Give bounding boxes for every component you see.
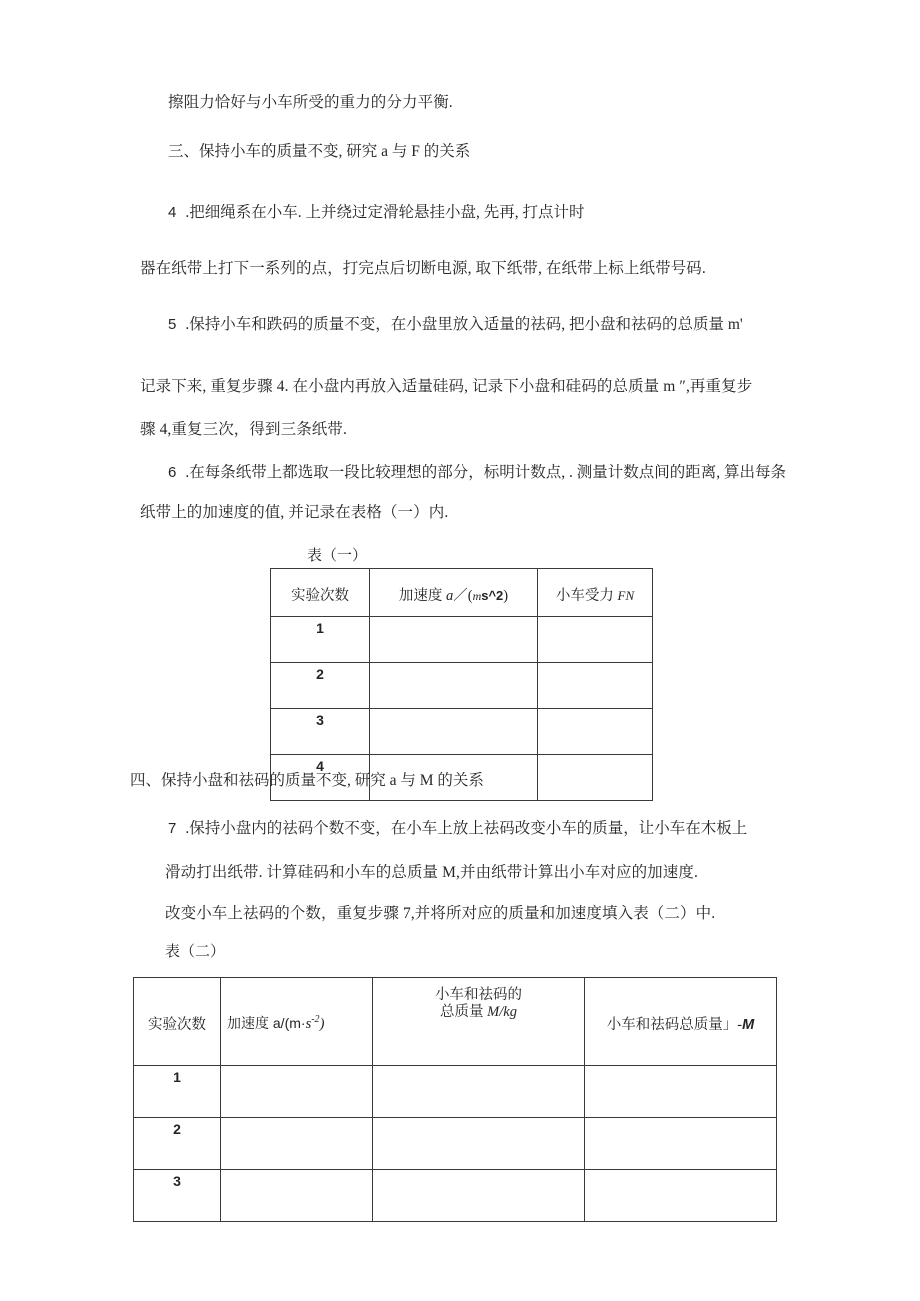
table-two-header-inverse-mass: 小车和祛码总质量」-M [585,978,777,1066]
table-one-cell-trial: 1 [271,617,370,663]
table-two-cell-inverse-mass[interactable] [585,1066,777,1118]
table-two-cell-total-mass[interactable] [373,1170,585,1222]
table-one-cell-force[interactable] [538,709,653,755]
table-two-header-acceleration: 加速度 $a/(m\cdot s^{-2})$ [221,978,373,1066]
table-one-cell-acceleration[interactable] [370,663,538,709]
table-one-header-force: 小车受力 FN [538,569,653,617]
section-heading-four: 四、保持小盘和祛码的质量不变, 研究 a 与 M 的关系 [130,772,484,789]
paragraph-compute-total-mass: 滑动打出纸带. 计算硅码和小车的总质量 M,并由纸带计算出小车对应的加速度. [165,864,698,881]
table-one-cell-force[interactable] [538,663,653,709]
table-one-cell-trial: 2 [271,663,370,709]
step-4-number: 4 [168,204,177,221]
step-6-number: 6 [168,464,177,481]
table-two-cell-inverse-mass[interactable] [585,1170,777,1222]
table-one-header-acceleration: 加速度 a／(ms^2) [370,569,538,617]
paragraph-friction-balance: 擦阻力恰好与小车所受的重力的分力平衡. [168,94,453,111]
step-6 [168,460,786,482]
paragraph-record-table-one: 纸带上的加速度的值, 并记录在表格（一）内. [140,504,449,521]
table-two-cell-trial: 2 [134,1118,221,1170]
step-5-number: 5 [168,316,177,333]
table-row [134,1170,777,1222]
step-6-text: .在每条纸带上都选取一段比较理想的部分，标明计数点, . 测量计数点间的距离, 算出每条 [185,464,786,481]
table-one-cell-force[interactable] [538,617,653,663]
step-7-number: 7 [168,820,177,837]
table-one [270,568,653,801]
table-two-cell-acceleration[interactable] [221,1066,373,1118]
paragraph-three-tapes: 骤 4,重复三次，得到三条纸带. [140,421,347,438]
table-two-cell-acceleration[interactable] [221,1118,373,1170]
table-two-header-trial: 实验次数 [134,978,221,1066]
table-row [134,1118,777,1170]
table-two-cell-inverse-mass[interactable] [585,1118,777,1170]
table-two-header-total-mass-line1: 小车和祛码的 [435,987,522,1003]
paragraph-fill-table-two: 改变小车上祛码的个数，重复步骤 7,并将所对应的质量和加速度填入表（二）中. [165,905,716,922]
table-row [271,617,653,663]
step-5-text: .保持小车和跌码的质量不变，在小盘里放入适量的祛码, 把小盘和祛码的总质量 m' [185,316,743,333]
table-two-cell-trial: 3 [134,1170,221,1222]
table-two [133,977,777,1222]
table-one-cell-trial: 4 [271,755,370,801]
table-one-cell-trial: 3 [271,709,370,755]
paragraph-timer-dots: 器在纸带上打下一系列的点，打完点后切断电源, 取下纸带, 在纸带上标上纸带号码. [140,260,706,277]
table-one-header-trial: 实验次数 [271,569,370,617]
table-two-cell-acceleration[interactable] [221,1170,373,1222]
paragraph-repeat-step4: 记录下来, 重复步骤 4. 在小盘内再放入适量硅码, 记录下小盘和硅码的总质量 m ″,再重复步 [140,378,753,395]
table-two-caption: 表（二） [165,944,226,960]
table-one-cell-force[interactable] [538,755,653,801]
table-two-header-total-mass-line2: 总质量 M/kg [440,1004,517,1021]
table-two-header-total-mass [373,978,585,1066]
table-two-cell-total-mass[interactable] [373,1118,585,1170]
step-5 [168,312,743,334]
table-one-cell-acceleration[interactable] [370,709,538,755]
table-two-header-row [134,978,777,1066]
table-two-cell-total-mass[interactable] [373,1066,585,1118]
table-two-cell-trial: 1 [134,1066,221,1118]
table-one-cell-acceleration[interactable] [370,617,538,663]
table-one-caption: 表（一） [307,548,368,564]
table-row [134,1066,777,1118]
table-one-header-row [271,569,653,617]
section-heading-three: 三、保持小车的质量不变, 研究 a 与 F 的关系 [168,143,471,160]
table-row [271,709,653,755]
step-4 [168,200,584,222]
step-7 [168,816,747,838]
step-7-text: .保持小盘内的祛码个数不变，在小车上放上祛码改变小车的质量，让小车在木板上 [185,820,748,837]
table-row [271,663,653,709]
step-4-text: .把细绳系在小车. 上并绕过定滑轮悬挂小盘, 先再, 打点计时 [185,204,585,221]
